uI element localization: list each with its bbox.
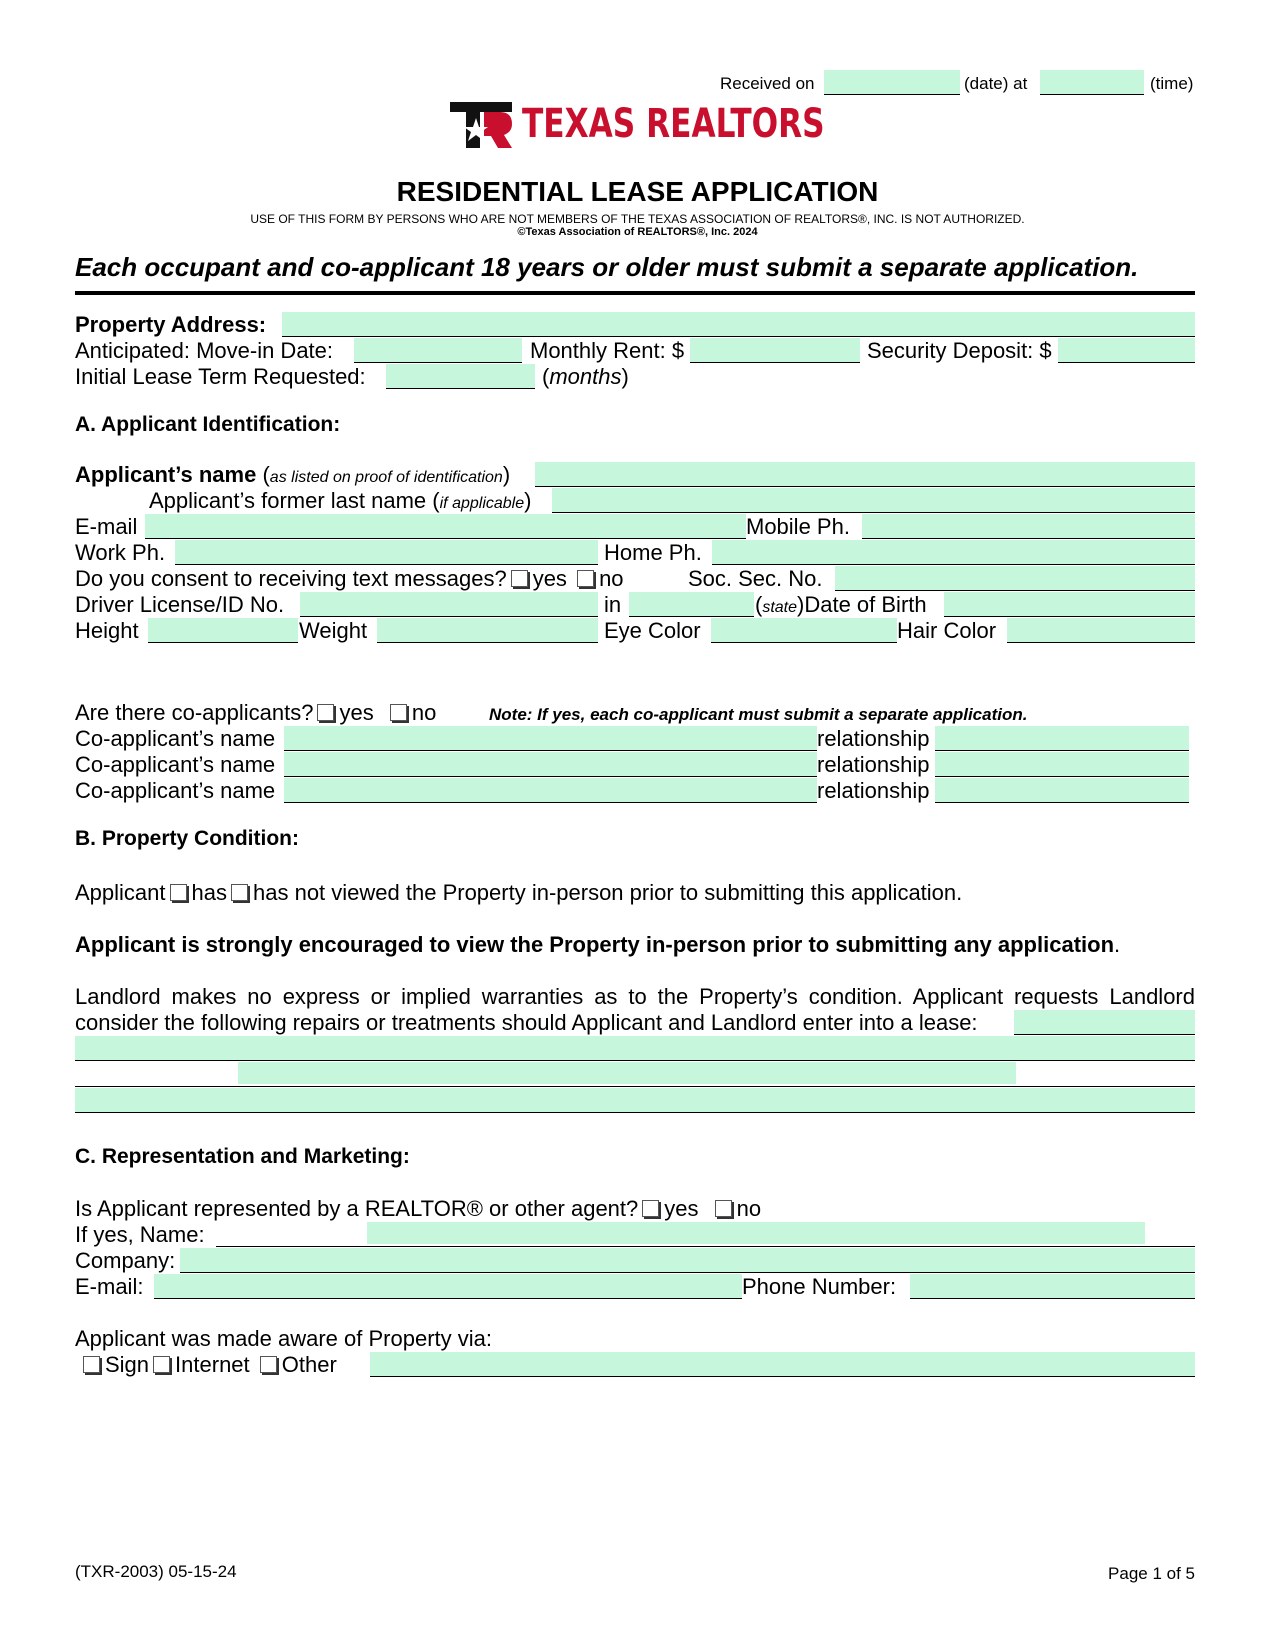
- section-b-title: B. Property Condition:: [75, 827, 299, 850]
- repairs-field-4[interactable]: [75, 1088, 1195, 1113]
- applicant-label: Applicant: [75, 880, 166, 905]
- other-source-field[interactable]: [370, 1352, 1195, 1377]
- coapplicant-question-row: [75, 700, 436, 726]
- agent-email-label: E-mail:: [75, 1274, 144, 1299]
- has-label: has: [191, 880, 227, 905]
- has-viewed-checkbox[interactable]: [170, 884, 187, 901]
- relationship-field-3[interactable]: [935, 778, 1189, 803]
- represented-row: [75, 1196, 761, 1222]
- text-consent-label: Do you consent to receiving text messages?: [75, 566, 507, 591]
- license-state-field[interactable]: [629, 592, 754, 617]
- subtitle: Each occupant and co-applicant 18 years or older must submit a separate application.: [75, 252, 1139, 282]
- coapplicant-name-label-3: Co-applicant’s name: [75, 778, 276, 803]
- applicant-name-field[interactable]: [535, 462, 1195, 487]
- relationship-label-3: relationship: [817, 778, 930, 803]
- weight-label: Weight: [299, 618, 368, 643]
- header-divider: [75, 291, 1195, 295]
- received-on-label: Received on: [720, 74, 815, 93]
- monthly-rent-label: Monthly Rent: $: [530, 338, 685, 363]
- logo-text: TEXAS REALTORS: [522, 101, 826, 147]
- applicant-name-label: Applicant’s name (as listed on proof of identification): [75, 462, 511, 487]
- coapplicant-no-label: no: [411, 700, 437, 725]
- monthly-rent-field[interactable]: [690, 338, 860, 363]
- represented-yes-checkbox[interactable]: [642, 1200, 659, 1217]
- logo-mark-icon: [450, 98, 512, 150]
- represented-no-checkbox[interactable]: [715, 1200, 732, 1217]
- consent-yes-checkbox[interactable]: [511, 570, 528, 587]
- repairs-field-1[interactable]: [1014, 1010, 1195, 1035]
- repairs-field-3[interactable]: [238, 1062, 1016, 1084]
- driver-license-label: Driver License/ID No.: [75, 592, 285, 617]
- aware-label: Applicant was made aware of Property via:: [75, 1326, 492, 1351]
- lease-term-field[interactable]: [386, 364, 535, 389]
- warranty-paragraph-line2: consider the following repairs or treatments should Applicant and Landlord enter into a lease:: [75, 1010, 978, 1035]
- home-phone-label: Home Ph.: [604, 540, 702, 565]
- aware-options-row: [79, 1352, 337, 1378]
- repairs-field-2[interactable]: [75, 1036, 1195, 1061]
- relationship-field-2[interactable]: [935, 752, 1189, 777]
- date-label: (date) at: [964, 74, 1028, 93]
- mobile-phone-field[interactable]: [862, 514, 1195, 539]
- has-not-label: has not viewed the Property in-person prior to submitting this application.: [253, 880, 963, 905]
- sign-checkbox[interactable]: [83, 1356, 100, 1373]
- time-label: (time): [1150, 74, 1194, 93]
- coapplicant-yes-label: yes: [339, 700, 374, 725]
- hair-color-label: Hair Color: [897, 618, 997, 643]
- consent-no-label: no: [599, 566, 624, 591]
- height-field[interactable]: [148, 618, 298, 643]
- agent-phone-label: Phone Number:: [742, 1274, 897, 1299]
- ssn-field[interactable]: [835, 566, 1195, 591]
- hair-color-field[interactable]: [1007, 618, 1195, 643]
- form-title: RESIDENTIAL LEASE APPLICATION: [396, 176, 879, 207]
- coapplicant-name-field-2[interactable]: [284, 752, 817, 777]
- coapplicant-yes-checkbox[interactable]: [317, 704, 334, 721]
- eye-color-field[interactable]: [711, 618, 897, 643]
- received-date-field[interactable]: [824, 70, 960, 95]
- email-label: E-mail: [75, 514, 138, 539]
- copyright: ©Texas Association of REALTORS®, Inc. 2024: [517, 226, 758, 238]
- coapplicant-note: Note: If yes, each co-applicant must submit a separate application.: [489, 705, 1028, 724]
- text-consent-row: [75, 566, 624, 592]
- former-name-field[interactable]: [552, 488, 1195, 513]
- view-encouragement: Applicant is strongly encouraged to view the Property in-person prior to submitting any application.: [75, 932, 1121, 957]
- property-address-label: Property Address:: [75, 312, 267, 337]
- security-deposit-field[interactable]: [1058, 338, 1195, 363]
- agent-name-field[interactable]: [367, 1222, 1145, 1244]
- move-in-label: Anticipated: Move-in Date:: [75, 338, 334, 363]
- authorization-notice: USE OF THIS FORM BY PERSONS WHO ARE NOT MEMBERS OF THE TEXAS ASSOCIATION OF REALTORS®, INC. IS NOT AUTHORIZED.: [250, 212, 1025, 226]
- driver-license-field[interactable]: [300, 592, 598, 617]
- represented-no-label: no: [736, 1196, 762, 1221]
- internet-label: Internet: [175, 1352, 250, 1377]
- coapplicant-question-label: Are there co-applicants?: [75, 700, 314, 725]
- in-label: in: [604, 592, 622, 617]
- form-id: (TXR-2003) 05-15-24: [75, 1562, 237, 1581]
- viewed-property-row: [75, 880, 962, 906]
- coapplicant-name-label-2: Co-applicant’s name: [75, 752, 276, 777]
- page-number: Page 1 of 5: [1108, 1564, 1195, 1583]
- work-phone-field[interactable]: [175, 540, 598, 565]
- security-deposit-label: Security Deposit: $: [867, 338, 1052, 363]
- section-a-title: A. Applicant Identification:: [75, 413, 341, 436]
- email-field[interactable]: [145, 514, 746, 539]
- agent-phone-field[interactable]: [910, 1274, 1195, 1299]
- other-label: Other: [281, 1352, 337, 1377]
- consent-no-checkbox[interactable]: [577, 570, 594, 587]
- property-address-field[interactable]: [282, 312, 1195, 337]
- consent-yes-label: yes: [532, 566, 567, 591]
- internet-checkbox[interactable]: [153, 1356, 170, 1373]
- relationship-label-2: relationship: [817, 752, 930, 777]
- mobile-label: Mobile Ph.: [746, 514, 850, 539]
- months-label: (months): [542, 364, 629, 389]
- relationship-label-1: relationship: [817, 726, 930, 751]
- warranty-paragraph-line1: Landlord makes no express or implied warranties as to the Property’s condition. Applicant requests Landlord: [75, 984, 1195, 1009]
- former-name-label: Applicant’s former last name (if applicable): [149, 488, 532, 513]
- represented-label: Is Applicant represented by a REALTOR® or other agent?: [75, 1196, 639, 1221]
- lease-term-label: Initial Lease Term Requested:: [75, 364, 366, 389]
- texas-realtors-logo: [450, 98, 910, 150]
- move-in-date-field[interactable]: [354, 338, 522, 363]
- represented-yes-label: yes: [664, 1196, 699, 1221]
- coapplicant-name-field-1[interactable]: [284, 726, 817, 751]
- date-of-birth-field[interactable]: [944, 592, 1195, 617]
- has-not-viewed-checkbox[interactable]: [231, 884, 248, 901]
- section-c-title: C. Representation and Marketing:: [75, 1145, 410, 1168]
- received-time-field[interactable]: [1040, 70, 1144, 95]
- agent-name-label: If yes, Name:: [75, 1222, 205, 1247]
- coapplicant-name-label-1: Co-applicant’s name: [75, 726, 276, 751]
- home-phone-field[interactable]: [712, 540, 1195, 565]
- sign-label: Sign: [105, 1352, 150, 1377]
- work-phone-label: Work Ph.: [75, 540, 166, 565]
- state-label: (state)Date of Birth: [755, 592, 927, 617]
- coapplicant-no-checkbox[interactable]: [390, 704, 407, 721]
- coapplicant-name-field-3[interactable]: [284, 778, 817, 803]
- eye-color-label: Eye Color: [604, 618, 701, 643]
- ssn-label: Soc. Sec. No.: [688, 566, 823, 591]
- company-field[interactable]: [180, 1248, 1195, 1273]
- other-checkbox[interactable]: [260, 1356, 277, 1373]
- company-label: Company:: [75, 1248, 176, 1273]
- weight-field[interactable]: [377, 618, 598, 643]
- agent-email-field[interactable]: [154, 1274, 742, 1299]
- relationship-field-1[interactable]: [935, 726, 1189, 751]
- height-label: Height: [75, 618, 139, 643]
